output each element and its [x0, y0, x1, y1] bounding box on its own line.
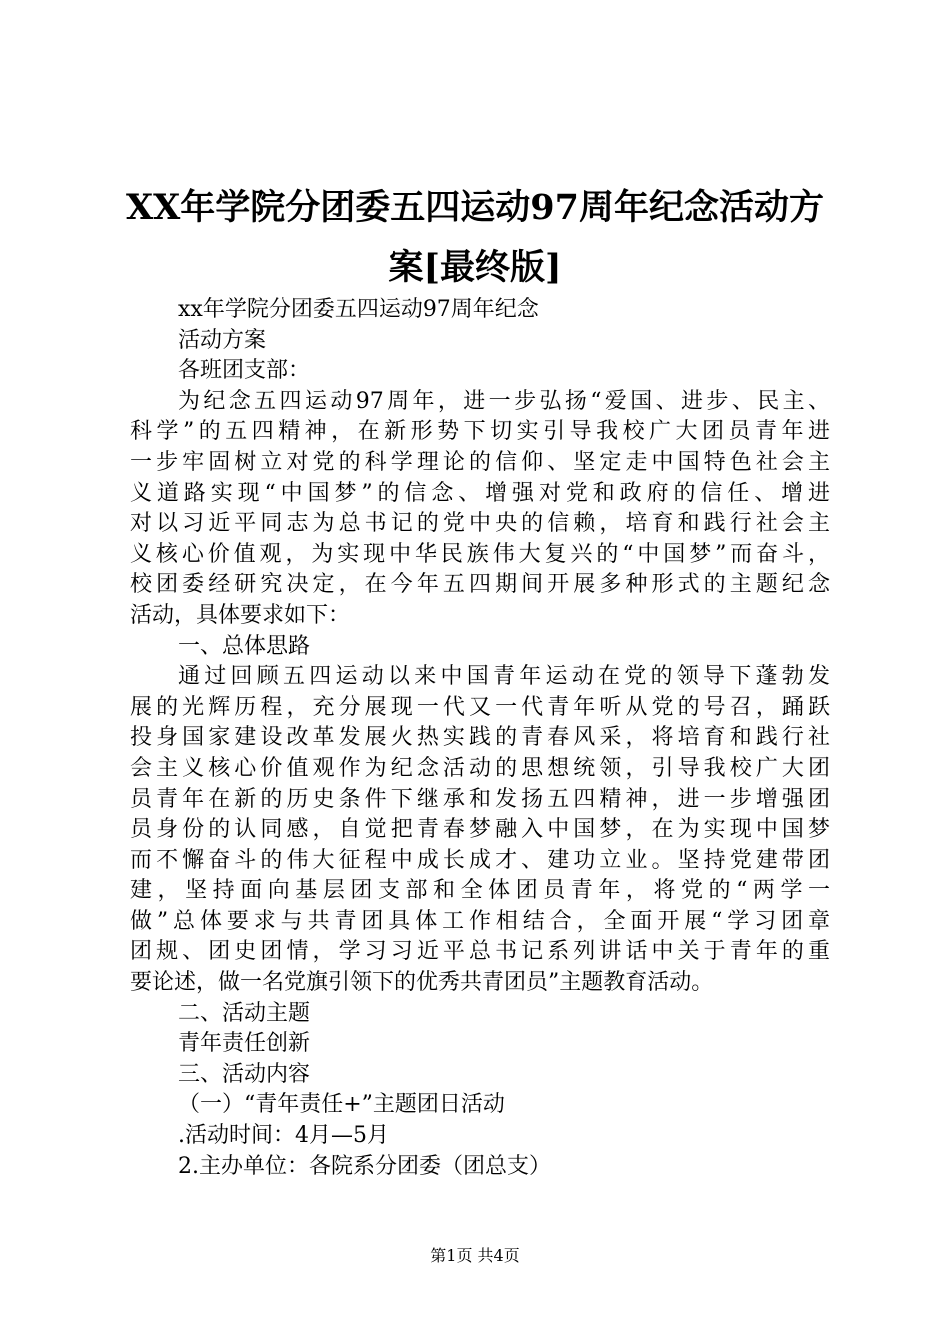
body-line: 为纪念五四运动97周年，进一步弘扬“爱国、进步、民主、 — [178, 388, 830, 414]
document-title-line-1: XX年学院分团委五四运动97周年纪念活动方 — [125, 187, 825, 228]
body-line: 各班团支部： — [178, 358, 311, 384]
body-line: 义道路实现“中国梦”的信念、增强对党和政府的信任、增进 — [130, 480, 830, 506]
body-line: 对以习近平同志为总书记的党中央的信赖，培育和践行社会主 — [130, 511, 830, 537]
section-heading: 二、活动主题 — [178, 1000, 311, 1026]
section-heading: 一、总体思路 — [178, 633, 311, 659]
body-line: 校团委经研究决定，在今年五四期间开展多种形式的主题纪念 — [130, 572, 830, 598]
body-line: 科学”的五四精神，在新形势下切实引导我校广大团员青年进 — [130, 419, 830, 445]
body-line: 通过回顾五四运动以来中国青年运动在党的领导下蓬勃发 — [178, 664, 830, 690]
body-line: 一步牢固树立对党的科学理论的信仰、坚定走中国特色社会主 — [130, 449, 830, 475]
body-line: xx年学院分团委五四运动97周年纪念 — [178, 297, 539, 322]
body-line: 2.主办单位：各院系分团委（团总支） — [178, 1153, 551, 1179]
body-line: 做”总体要求与共青团具体工作相结合，全面开展“学习团章 — [130, 908, 830, 934]
document-title-line-2: 案[最终版] — [388, 247, 562, 288]
body-line: 员身份的认同感，自觉把青春梦融入中国梦，在为实现中国梦 — [130, 817, 830, 843]
body-line: .活动时间：4月—5月 — [178, 1123, 389, 1149]
body-line: 而不懈奋斗的伟大征程中成长成才、建功立业。坚持党建带团 — [130, 847, 830, 873]
body-line: 活动，具体要求如下： — [130, 602, 351, 628]
body-line: 建，坚持面向基层团支部和全体团员青年，将党的“两学一 — [130, 878, 830, 904]
body-line: 活动方案 — [178, 327, 267, 353]
body-line: 会主义核心价值观作为纪念活动的思想统领，引导我校广大团 — [130, 755, 830, 781]
section-heading: 三、活动内容 — [178, 1061, 311, 1087]
body-line: 青年责任创新 — [178, 1031, 311, 1057]
document-body — [130, 295, 830, 1182]
page-footer: 第1页 共4页 — [430, 1246, 520, 1265]
body-line: 要论述，做一名党旗引领下的优秀共青团员”主题教育活动。 — [130, 970, 714, 996]
body-line: 展的光辉历程，充分展现一代又一代青年听从党的号召，踊跃 — [130, 694, 830, 720]
body-line: 员青年在新的历史条件下继承和发扬五四精神，进一步增强团 — [130, 786, 830, 812]
subsection-heading: （一）“青年责任+”主题团日活动 — [178, 1092, 505, 1118]
body-line: 义核心价值观，为实现中华民族伟大复兴的“中国梦”而奋斗， — [130, 541, 830, 567]
body-line: 团规、团史团情，学习习近平总书记系列讲话中关于青年的重 — [130, 939, 830, 965]
body-line: 投身国家建设改革发展火热实践的青春风采，将培育和践行社 — [130, 725, 830, 751]
